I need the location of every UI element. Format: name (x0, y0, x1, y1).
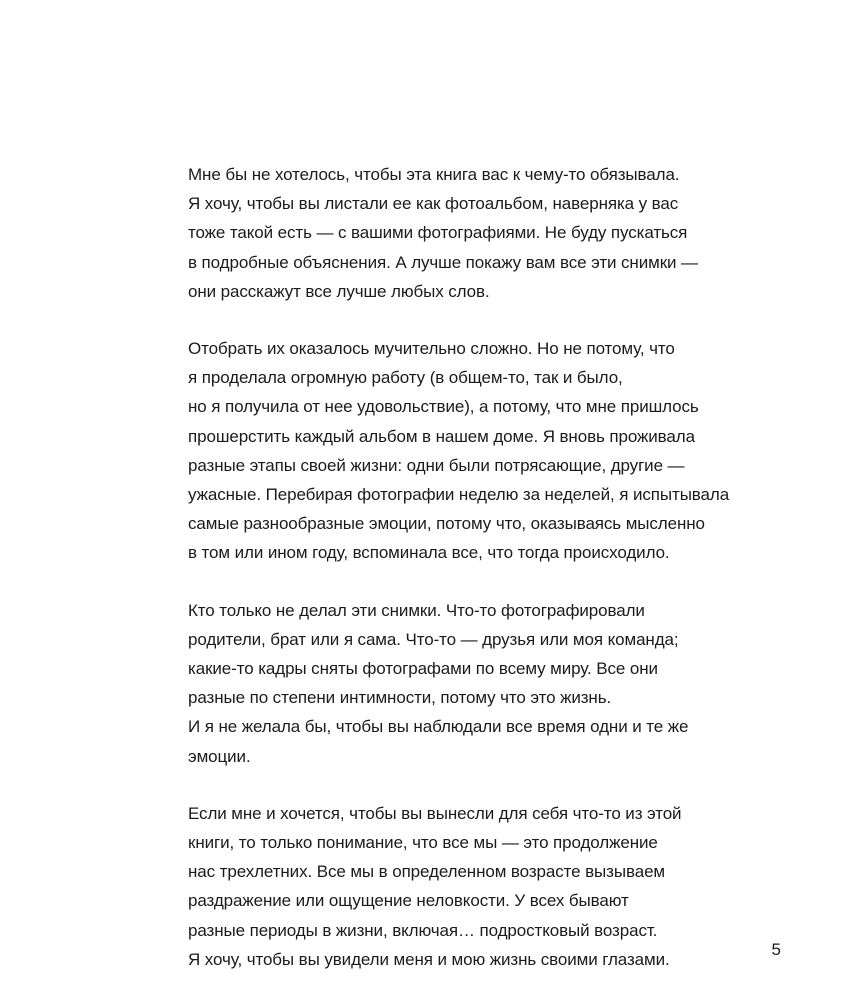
text-line: эмоции. (188, 746, 251, 766)
text-line: какие-то кадры сняты фотографами по всему миру. Все они (188, 659, 658, 679)
text-line: нас трехлетних. Все мы в определенном возрасте вызываем (188, 862, 666, 882)
text-line: самые разнообразные эмоции, потому что, оказываясь мысленно (188, 514, 705, 534)
paragraph-2 (188, 334, 730, 568)
text-line: Я хочу, чтобы вы листали ее как фотоальбом, наверняка у вас (188, 194, 679, 214)
paragraph-4 (188, 799, 688, 974)
text-line: разные этапы своей жизни: одни были потрясающие, другие — (188, 455, 685, 475)
text-line: но я получила от нее удовольствие), а потому, что мне пришлось (188, 397, 699, 417)
text-line: Если мне и хочется, чтобы вы вынесли для себя что-то из этой (188, 803, 682, 823)
page-number: 5 (771, 940, 781, 959)
text-line: книги, то только понимание, что все мы — это продолжение (188, 833, 658, 853)
text-line: в подробные объяснения. А лучше покажу вам все эти снимки — (188, 252, 698, 272)
text-line: Отобрать их оказалось мучительно сложно. Но не потому, что (188, 339, 675, 359)
text-line: прошерстить каждый альбом в нашем доме. Я вновь проживала (188, 426, 695, 446)
text-line: раздражение или ощущение неловкости. У всех бывают (188, 891, 629, 911)
text-line: разные по степени интимности, потому что это жизнь. (188, 688, 612, 708)
text-line: разные периоды в жизни, включая… подростковый возраст. (188, 920, 658, 940)
text-line: родители, брат или я сама. Что-то — друзья или моя команда; (188, 629, 679, 649)
text-line: я проделала огромную работу (в общем-то, так и было, (188, 368, 623, 388)
text-line: И я не желала бы, чтобы вы наблюдали все время одни и те же (188, 717, 689, 737)
paragraph-1 (188, 160, 698, 306)
text-line: Мне бы не хотелось, чтобы эта книга вас к чему-то обязывала. (188, 165, 680, 184)
body-text (188, 160, 730, 1002)
text-line: тоже такой есть — с вашими фотографиями. Не буду пускаться (188, 223, 688, 243)
text-line: Кто только не делал эти снимки. Что-то фотографировали (188, 600, 645, 620)
paragraph-3 (188, 596, 688, 771)
text-line: в том или ином году, вспоминала все, что тогда происходило. (188, 543, 670, 563)
text-line: они расскажут все лучше любых слов. (188, 281, 490, 301)
text-line: Я хочу, чтобы вы увидели меня и мою жизнь своими глазами. (188, 949, 670, 969)
text-line: ужасные. Перебирая фотографии неделю за неделей, я испытывала (188, 485, 730, 505)
